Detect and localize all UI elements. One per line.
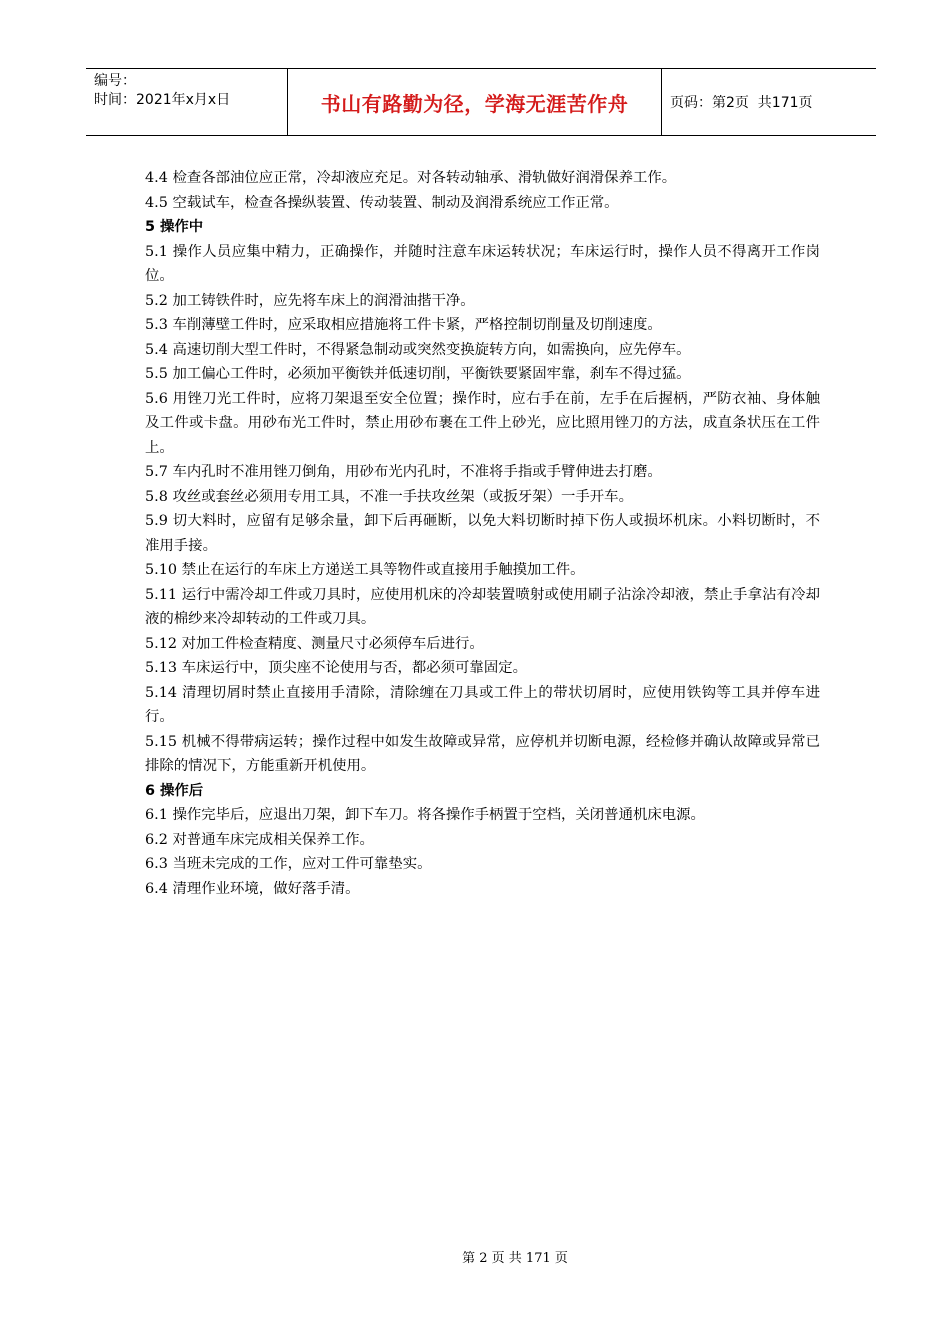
paragraph-5-12: 5.12 对加工件检查精度、测量尺寸必须停车后进行。 [145, 635, 484, 652]
paragraph-6-2: 6.2 对普通车床完成相关保养工作。 [145, 831, 374, 848]
serial-number-label: 编号： [94, 73, 136, 89]
header-motto: 书山有路勤为径，学海无涯苦作舟 [288, 69, 662, 135]
paragraph-4-5: 4.5 空载试车，检查各操纵装置、传动装置、制动及润滑系统应工作正常。 [145, 194, 619, 211]
paragraph-5-8: 5.8 攻丝或套丝必须用专用工具，不准一手扶攻丝架（或扳牙架）一手开车。 [145, 488, 633, 505]
paragraph-5-11: 5.11 运行中需冷却工件或刀具时，应使用机床的冷却装置喷射或使用刷子沾涂冷却液，禁止手拿沾有冷却液的棉纱来冷却转动的工件或刀具。 [145, 586, 820, 627]
paragraph-5-4: 5.4 高速切削大型工件时，不得紧急制动或突然变换旋转方向，如需换向，应先停车。 [145, 341, 691, 358]
section-heading-6: 6 操作后 [145, 782, 204, 799]
paragraph-5-14: 5.14 清理切屑时禁止直接用手清除，清除缠在刀具或工件上的带状切屑时，应使用铁钩等工具并停车进行。 [145, 684, 820, 725]
document-header [86, 68, 876, 136]
paragraph-5-2: 5.2 加工铸铁件时，应先将车床上的润滑油揩干净。 [145, 292, 475, 309]
paragraph-5-10: 5.10 禁止在运行的车床上方递送工具等物件或直接用手触摸加工件。 [145, 562, 585, 578]
paragraph-6-3: 6.3 当班未完成的工作，应对工件可靠垫实。 [145, 856, 432, 872]
section-heading-5: 5 操作中 [145, 219, 204, 235]
paragraph-5-3: 5.3 车削薄壁工件时，应采取相应措施将工件卡紧，严格控制切削量及切削速度。 [145, 317, 662, 333]
paragraph-5-7: 5.7 车内孔时不准用锉刀倒角，用砂布光内孔时，不准将手指或手臂伸进去打磨。 [145, 464, 662, 480]
paragraph-5-9: 5.9 切大料时，应留有足够余量，卸下后再砸断，以免大料切断时掉下伤人或损坏机床。小料切断时，不准用手接。 [145, 513, 820, 554]
paragraph-5-6: 5.6 用锉刀光工件时，应将刀架退至安全位置；操作时，应右手在前，左手在后握柄，严防衣袖、身体触及工件或卡盘。用砂布光工件时，禁止用砂布裹在工件上砂光，应比照用锉刀的方法，成直条状压在工件上。 [145, 390, 820, 456]
paragraph-5-5: 5.5 加工偏心工件时，必须加平衡铁并低速切削，平衡铁要紧固牢靠，刹车不得过猛。 [145, 366, 691, 382]
paragraph-5-15: 5.15 机械不得带病运转；操作过程中如发生故障或异常，应停机并切断电源，经检修并确认故障或异常已排除的情况下，方能重新开机使用。 [145, 733, 820, 774]
paragraph-4-4: 4.4 检查各部油位应正常，冷却液应充足。对各转动轴承、滑轨做好润滑保养工作。 [145, 170, 677, 186]
time-label: 时间：2021年x月x日 [94, 92, 231, 108]
paragraph-5-1: 5.1 操作人员应集中精力，正确操作，并随时注意车床运转状况；车床运行时，操作人员不得离开工作岗位。 [145, 243, 820, 284]
page-footer: 第 2 页 共 171 页 [462, 1251, 568, 1266]
paragraph-6-1: 6.1 操作完毕后，应退出刀架，卸下车刀。将各操作手柄置于空档，关闭普通机床电源。 [145, 807, 705, 823]
document-body [145, 166, 820, 901]
paragraph-6-4: 6.4 清理作业环境，做好落手清。 [145, 880, 360, 897]
header-page-info: 页码：第2页 共171页 [670, 95, 813, 111]
header-meta-cell [86, 69, 288, 135]
paragraph-5-13: 5.13 车床运行中，顶尖座不论使用与否，都必须可靠固定。 [145, 660, 527, 676]
